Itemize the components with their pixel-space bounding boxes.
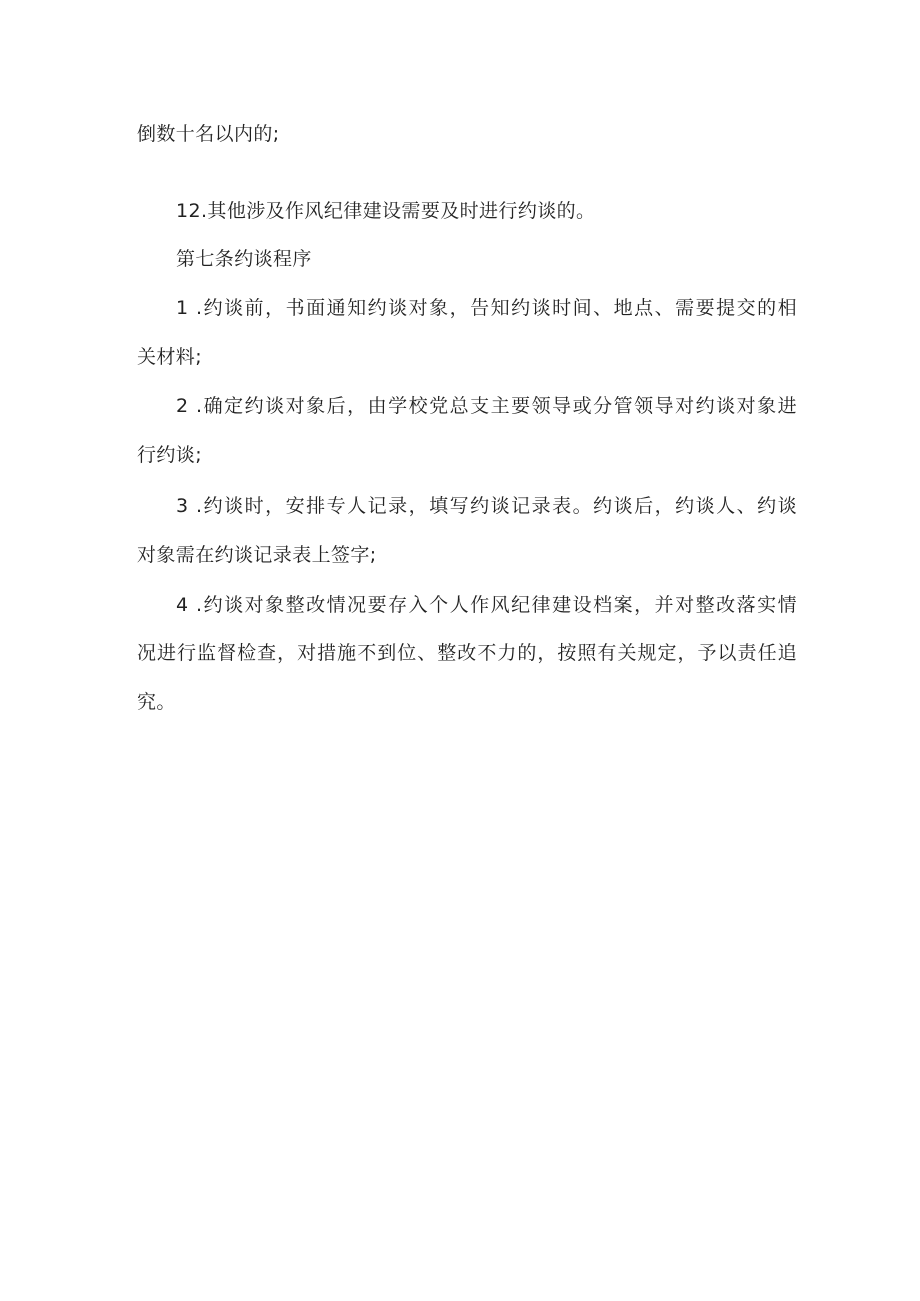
step-3-line-1: 3 .约谈时，安排专人记录，填写约谈记录表。约谈后，约谈人、约谈 [176, 495, 797, 517]
item-12: 12.其他涉及作风纪律建设需要及时进行约谈的。 [176, 200, 596, 222]
step-1-line-2: 关材料; [137, 346, 203, 368]
step-4-line-1: 4 .约谈对象整改情况要存入个人作风纪律建设档案，并对整改落实情 [176, 594, 797, 616]
section-heading-article-7: 第七条约谈程序 [176, 248, 312, 270]
step-2-line-1: 2 .确定约谈对象后，由学校党总支主要领导或分管领导对约谈对象进 [176, 395, 797, 417]
step-1-line-1: 1 .约谈前，书面通知约谈对象，告知约谈时间、地点、需要提交的相 [176, 297, 797, 319]
step-4-line-3: 究。 [137, 691, 176, 713]
step-4-line-2: 况进行监督检查，对措施不到位、整改不力的，按照有关规定，予以责任追 [137, 642, 797, 664]
step-2-line-2: 行约谈; [137, 444, 203, 466]
text-line-continuation: 倒数十名以内的; [137, 123, 280, 145]
step-3-line-2: 对象需在约谈记录表上签字; [137, 544, 377, 566]
